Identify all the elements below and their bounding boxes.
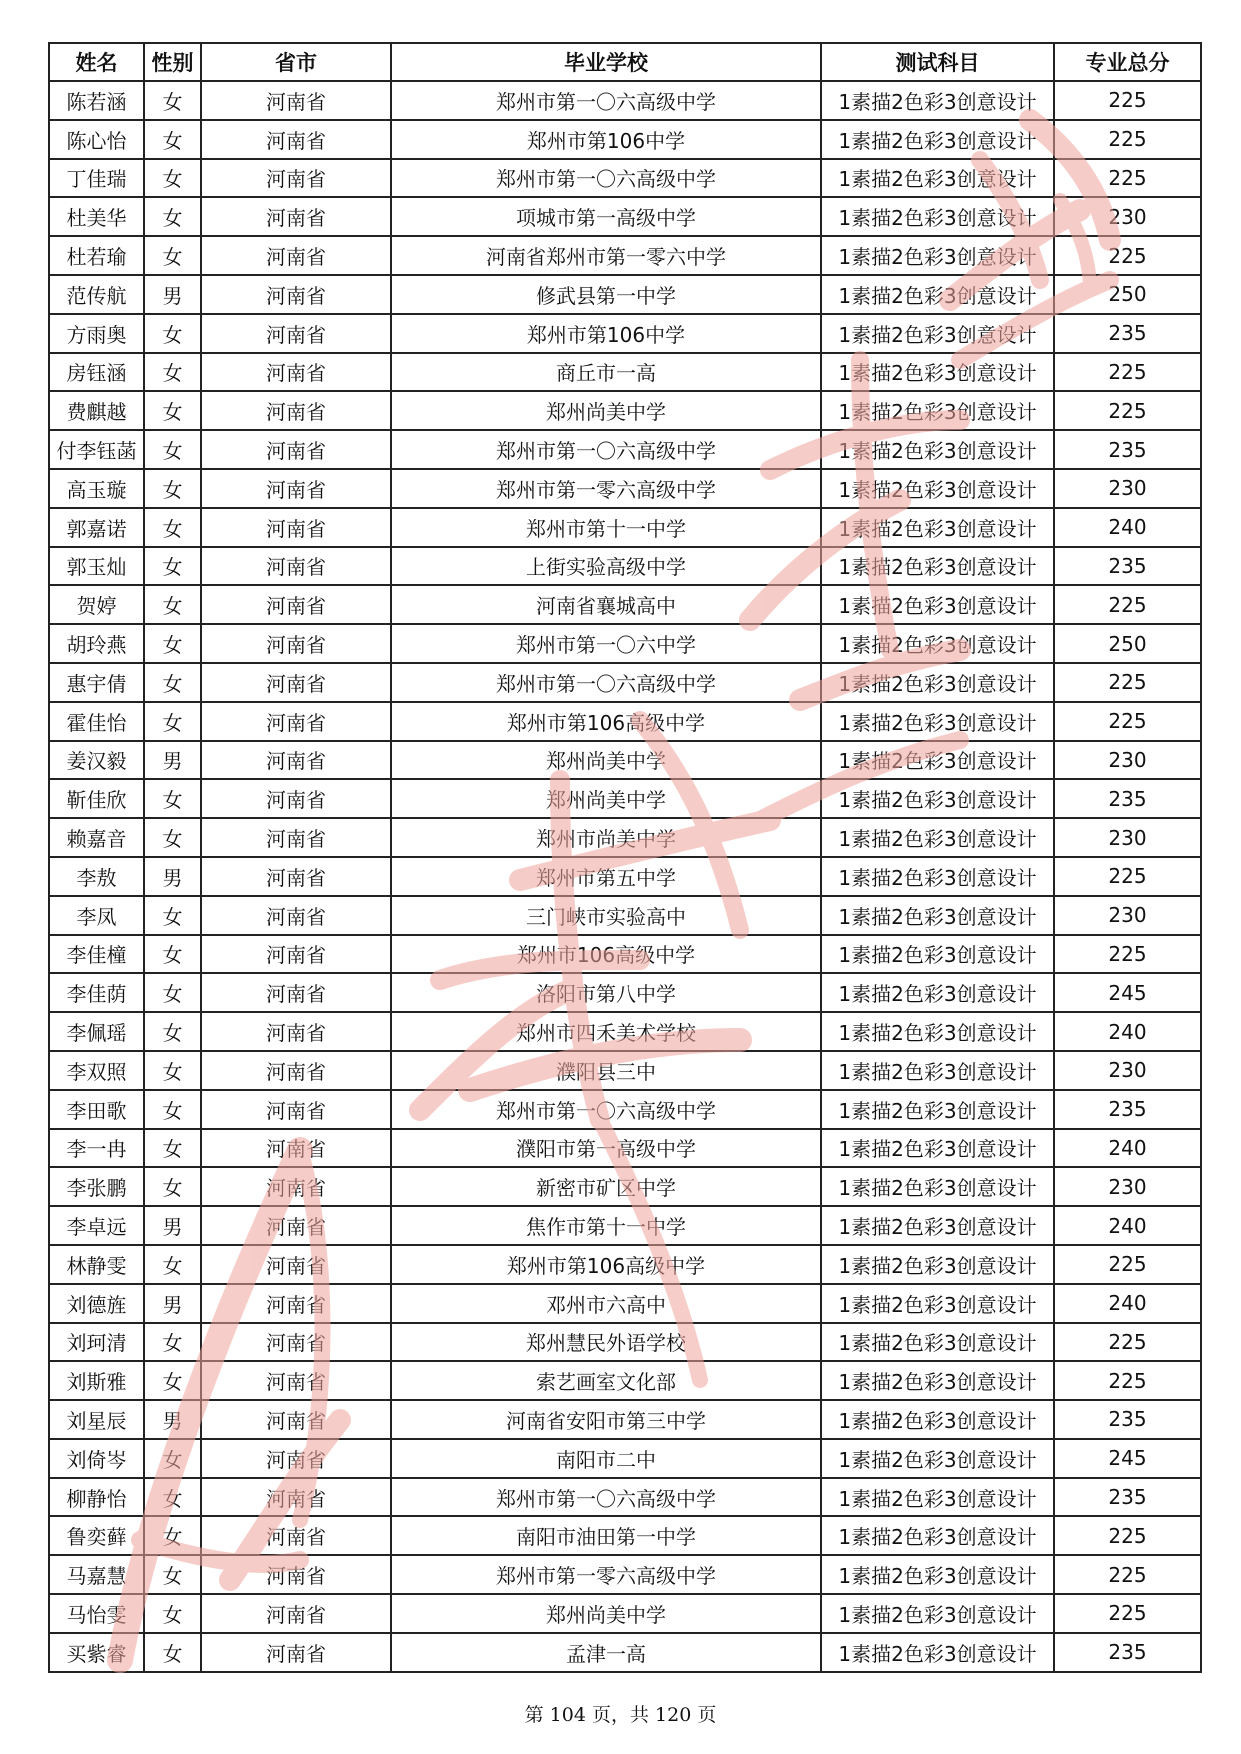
cell-gender: 女 (144, 1594, 201, 1633)
cell-gender: 女 (144, 663, 201, 702)
cell-name: 刘珂清 (49, 1323, 144, 1362)
cell-score: 225 (1054, 702, 1201, 741)
cell-score: 230 (1054, 741, 1201, 780)
cell-province: 河南省 (201, 430, 391, 469)
cell-province: 河南省 (201, 1206, 391, 1245)
cell-name: 刘倚岑 (49, 1439, 144, 1478)
table-row (49, 469, 1201, 508)
cell-name: 郭嘉诺 (49, 508, 144, 547)
cell-score: 225 (1054, 1245, 1201, 1284)
cell-gender: 女 (144, 1129, 201, 1168)
cell-gender: 女 (144, 391, 201, 430)
cell-name: 丁佳瑞 (49, 159, 144, 198)
table-row (49, 120, 1201, 159)
cell-name: 陈心怡 (49, 120, 144, 159)
cell-subjects: 1素描2色彩3创意设计 (821, 1167, 1054, 1206)
cell-subjects: 1素描2色彩3创意设计 (821, 1245, 1054, 1284)
cell-province: 河南省 (201, 973, 391, 1012)
cell-subjects: 1素描2色彩3创意设计 (821, 1594, 1054, 1633)
cell-name: 李田歌 (49, 1090, 144, 1129)
table-row (49, 1633, 1201, 1672)
cell-province: 河南省 (201, 120, 391, 159)
table-row (49, 1478, 1201, 1517)
cell-province: 河南省 (201, 857, 391, 896)
table-row (49, 1594, 1201, 1633)
cell-subjects: 1素描2色彩3创意设计 (821, 1090, 1054, 1129)
cell-gender: 女 (144, 1012, 201, 1051)
cell-gender: 女 (144, 624, 201, 663)
cell-gender: 女 (144, 469, 201, 508)
cell-score: 240 (1054, 1012, 1201, 1051)
cell-gender: 女 (144, 1051, 201, 1090)
cell-gender: 男 (144, 275, 201, 314)
table-row (49, 1090, 1201, 1129)
cell-province: 河南省 (201, 818, 391, 857)
cell-province: 河南省 (201, 935, 391, 974)
cell-name: 李凤 (49, 896, 144, 935)
cell-province: 河南省 (201, 197, 391, 236)
cell-subjects: 1素描2色彩3创意设计 (821, 1400, 1054, 1439)
cell-score: 235 (1054, 1633, 1201, 1672)
cell-name: 李敖 (49, 857, 144, 896)
table-row (49, 1361, 1201, 1400)
table-row (49, 314, 1201, 353)
cell-province: 河南省 (201, 1400, 391, 1439)
cell-school: 郑州慧民外语学校 (391, 1323, 821, 1362)
cell-subjects: 1素描2色彩3创意设计 (821, 896, 1054, 935)
cell-score: 225 (1054, 236, 1201, 275)
cell-score: 225 (1054, 1323, 1201, 1362)
cell-score: 225 (1054, 663, 1201, 702)
cell-province: 河南省 (201, 1090, 391, 1129)
cell-school: 郑州市第五中学 (391, 857, 821, 896)
cell-gender: 女 (144, 81, 201, 120)
cell-score: 245 (1054, 1439, 1201, 1478)
cell-school: 郑州市第106高级中学 (391, 702, 821, 741)
cell-province: 河南省 (201, 1012, 391, 1051)
table-row (49, 896, 1201, 935)
table-row (49, 1129, 1201, 1168)
cell-gender: 女 (144, 1090, 201, 1129)
table-row (49, 1400, 1201, 1439)
cell-school: 河南省安阳市第三中学 (391, 1400, 821, 1439)
cell-province: 河南省 (201, 1633, 391, 1672)
cell-gender: 男 (144, 1206, 201, 1245)
cell-name: 惠宇倩 (49, 663, 144, 702)
cell-name: 李一冉 (49, 1129, 144, 1168)
cell-name: 买紫睿 (49, 1633, 144, 1672)
cell-school: 孟津一高 (391, 1633, 821, 1672)
cell-province: 河南省 (201, 353, 391, 392)
header-gender: 性别 (144, 43, 201, 81)
cell-score: 225 (1054, 120, 1201, 159)
cell-province: 河南省 (201, 1439, 391, 1478)
header-school: 毕业学校 (391, 43, 821, 81)
cell-subjects: 1素描2色彩3创意设计 (821, 1361, 1054, 1400)
cell-score: 225 (1054, 1516, 1201, 1555)
cell-name: 霍佳怡 (49, 702, 144, 741)
cell-school: 洛阳市第八中学 (391, 973, 821, 1012)
table-row (49, 197, 1201, 236)
cell-province: 河南省 (201, 236, 391, 275)
table-row (49, 818, 1201, 857)
cell-score: 235 (1054, 547, 1201, 586)
table-row (49, 1555, 1201, 1594)
table-row (49, 159, 1201, 198)
cell-score: 225 (1054, 935, 1201, 974)
cell-score: 225 (1054, 81, 1201, 120)
cell-subjects: 1素描2色彩3创意设计 (821, 1129, 1054, 1168)
admission-table (48, 42, 1202, 1673)
cell-name: 范传航 (49, 275, 144, 314)
cell-school: 濮阳市第一高级中学 (391, 1129, 821, 1168)
cell-name: 贺婷 (49, 585, 144, 624)
cell-gender: 女 (144, 935, 201, 974)
cell-score: 230 (1054, 197, 1201, 236)
cell-subjects: 1素描2色彩3创意设计 (821, 1516, 1054, 1555)
cell-score: 235 (1054, 779, 1201, 818)
cell-name: 刘星辰 (49, 1400, 144, 1439)
table-row (49, 1206, 1201, 1245)
header-subjects: 测试科目 (821, 43, 1054, 81)
cell-subjects: 1素描2色彩3创意设计 (821, 1478, 1054, 1517)
cell-score: 235 (1054, 1478, 1201, 1517)
cell-subjects: 1素描2色彩3创意设计 (821, 120, 1054, 159)
cell-school: 郑州尚美中学 (391, 779, 821, 818)
cell-gender: 女 (144, 508, 201, 547)
cell-gender: 女 (144, 818, 201, 857)
cell-score: 235 (1054, 1400, 1201, 1439)
cell-name: 姜汉毅 (49, 741, 144, 780)
cell-subjects: 1素描2色彩3创意设计 (821, 1012, 1054, 1051)
cell-name: 陈若涵 (49, 81, 144, 120)
cell-school: 河南省襄城高中 (391, 585, 821, 624)
cell-name: 柳静怡 (49, 1478, 144, 1517)
cell-province: 河南省 (201, 896, 391, 935)
cell-score: 235 (1054, 314, 1201, 353)
cell-province: 河南省 (201, 508, 391, 547)
cell-school: 郑州市第一〇六高级中学 (391, 1478, 821, 1517)
cell-gender: 女 (144, 1361, 201, 1400)
cell-province: 河南省 (201, 1284, 391, 1323)
cell-score: 230 (1054, 469, 1201, 508)
cell-gender: 女 (144, 973, 201, 1012)
cell-score: 225 (1054, 585, 1201, 624)
cell-school: 郑州市第一零六高级中学 (391, 469, 821, 508)
table-row (49, 779, 1201, 818)
cell-name: 李卓远 (49, 1206, 144, 1245)
cell-name: 林静雯 (49, 1245, 144, 1284)
cell-score: 225 (1054, 1594, 1201, 1633)
table-row (49, 1051, 1201, 1090)
cell-score: 225 (1054, 1361, 1201, 1400)
cell-school: 郑州市第106中学 (391, 314, 821, 353)
cell-subjects: 1素描2色彩3创意设计 (821, 1323, 1054, 1362)
cell-gender: 女 (144, 197, 201, 236)
cell-school: 郑州市第十一中学 (391, 508, 821, 547)
cell-subjects: 1素描2色彩3创意设计 (821, 469, 1054, 508)
cell-score: 225 (1054, 159, 1201, 198)
table-row (49, 857, 1201, 896)
cell-gender: 女 (144, 1516, 201, 1555)
cell-gender: 男 (144, 1400, 201, 1439)
cell-score: 225 (1054, 391, 1201, 430)
cell-name: 马嘉慧 (49, 1555, 144, 1594)
table-row (49, 353, 1201, 392)
cell-gender: 女 (144, 779, 201, 818)
table-row (49, 508, 1201, 547)
cell-score: 230 (1054, 1167, 1201, 1206)
cell-gender: 男 (144, 857, 201, 896)
cell-subjects: 1素描2色彩3创意设计 (821, 857, 1054, 896)
table-row (49, 81, 1201, 120)
cell-subjects: 1素描2色彩3创意设计 (821, 1439, 1054, 1478)
cell-subjects: 1素描2色彩3创意设计 (821, 1633, 1054, 1672)
cell-province: 河南省 (201, 1167, 391, 1206)
cell-name: 费麒越 (49, 391, 144, 430)
cell-gender: 女 (144, 353, 201, 392)
cell-name: 刘德旌 (49, 1284, 144, 1323)
cell-name: 胡玲燕 (49, 624, 144, 663)
cell-gender: 女 (144, 1478, 201, 1517)
cell-school: 郑州市四禾美术学校 (391, 1012, 821, 1051)
cell-province: 河南省 (201, 1555, 391, 1594)
table-row (49, 391, 1201, 430)
cell-gender: 女 (144, 585, 201, 624)
cell-subjects: 1素描2色彩3创意设计 (821, 353, 1054, 392)
cell-name: 杜美华 (49, 197, 144, 236)
cell-school: 项城市第一高级中学 (391, 197, 821, 236)
header-name: 姓名 (49, 43, 144, 81)
cell-subjects: 1素描2色彩3创意设计 (821, 663, 1054, 702)
table-row (49, 1439, 1201, 1478)
cell-score: 230 (1054, 1051, 1201, 1090)
cell-gender: 女 (144, 159, 201, 198)
cell-subjects: 1素描2色彩3创意设计 (821, 197, 1054, 236)
cell-province: 河南省 (201, 275, 391, 314)
cell-gender: 女 (144, 547, 201, 586)
cell-province: 河南省 (201, 1478, 391, 1517)
cell-province: 河南省 (201, 702, 391, 741)
table-row (49, 1323, 1201, 1362)
page-number: 第 104 页，共 120 页 (524, 1704, 717, 1726)
cell-school: 濮阳县三中 (391, 1051, 821, 1090)
cell-score: 250 (1054, 624, 1201, 663)
cell-gender: 女 (144, 1167, 201, 1206)
cell-name: 郭玉灿 (49, 547, 144, 586)
cell-name: 靳佳欣 (49, 779, 144, 818)
cell-province: 河南省 (201, 547, 391, 586)
cell-school: 三门峡市实验高中 (391, 896, 821, 935)
cell-school: 南阳市二中 (391, 1439, 821, 1478)
cell-score: 250 (1054, 275, 1201, 314)
cell-score: 235 (1054, 1090, 1201, 1129)
cell-subjects: 1素描2色彩3创意设计 (821, 314, 1054, 353)
cell-subjects: 1素描2色彩3创意设计 (821, 236, 1054, 275)
table-row (49, 585, 1201, 624)
table-row (49, 973, 1201, 1012)
cell-subjects: 1素描2色彩3创意设计 (821, 275, 1054, 314)
cell-score: 235 (1054, 430, 1201, 469)
cell-school: 郑州市106高级中学 (391, 935, 821, 974)
cell-name: 鲁奕藓 (49, 1516, 144, 1555)
cell-subjects: 1素描2色彩3创意设计 (821, 430, 1054, 469)
cell-name: 李佳荫 (49, 973, 144, 1012)
cell-subjects: 1素描2色彩3创意设计 (821, 547, 1054, 586)
cell-province: 河南省 (201, 1051, 391, 1090)
cell-score: 240 (1054, 1206, 1201, 1245)
cell-province: 河南省 (201, 585, 391, 624)
cell-name: 李张鹏 (49, 1167, 144, 1206)
cell-name: 李双照 (49, 1051, 144, 1090)
cell-subjects: 1素描2色彩3创意设计 (821, 585, 1054, 624)
cell-gender: 女 (144, 702, 201, 741)
cell-province: 河南省 (201, 1323, 391, 1362)
cell-province: 河南省 (201, 159, 391, 198)
table-row (49, 430, 1201, 469)
cell-subjects: 1素描2色彩3创意设计 (821, 624, 1054, 663)
cell-school: 郑州尚美中学 (391, 741, 821, 780)
cell-province: 河南省 (201, 81, 391, 120)
cell-school: 郑州市第106高级中学 (391, 1245, 821, 1284)
cell-school: 邓州市六高中 (391, 1284, 821, 1323)
cell-school: 郑州市第一〇六高级中学 (391, 663, 821, 702)
cell-score: 245 (1054, 973, 1201, 1012)
cell-subjects: 1素描2色彩3创意设计 (821, 159, 1054, 198)
cell-subjects: 1素描2色彩3创意设计 (821, 1284, 1054, 1323)
cell-name: 杜若瑜 (49, 236, 144, 275)
cell-school: 南阳市油田第一中学 (391, 1516, 821, 1555)
cell-score: 240 (1054, 508, 1201, 547)
cell-subjects: 1素描2色彩3创意设计 (821, 1555, 1054, 1594)
cell-score: 225 (1054, 857, 1201, 896)
table-row (49, 935, 1201, 974)
cell-province: 河南省 (201, 779, 391, 818)
header-province: 省市 (201, 43, 391, 81)
cell-province: 河南省 (201, 391, 391, 430)
cell-score: 240 (1054, 1284, 1201, 1323)
cell-gender: 男 (144, 741, 201, 780)
cell-school: 河南省郑州市第一零六中学 (391, 236, 821, 275)
cell-school: 新密市矿区中学 (391, 1167, 821, 1206)
cell-score: 240 (1054, 1129, 1201, 1168)
cell-province: 河南省 (201, 469, 391, 508)
cell-province: 河南省 (201, 1129, 391, 1168)
cell-gender: 女 (144, 896, 201, 935)
table-row (49, 1245, 1201, 1284)
cell-subjects: 1素描2色彩3创意设计 (821, 935, 1054, 974)
cell-subjects: 1素描2色彩3创意设计 (821, 741, 1054, 780)
cell-subjects: 1素描2色彩3创意设计 (821, 818, 1054, 857)
cell-school: 郑州市第一〇六高级中学 (391, 159, 821, 198)
cell-school: 修武县第一中学 (391, 275, 821, 314)
cell-gender: 女 (144, 1633, 201, 1672)
cell-school: 郑州市第一〇六高级中学 (391, 81, 821, 120)
table-body (49, 81, 1201, 1672)
cell-province: 河南省 (201, 1361, 391, 1400)
cell-name: 房钰涵 (49, 353, 144, 392)
cell-name: 李佩瑶 (49, 1012, 144, 1051)
cell-school: 商丘市一高 (391, 353, 821, 392)
cell-school: 郑州尚美中学 (391, 1594, 821, 1633)
cell-school: 郑州市尚美中学 (391, 818, 821, 857)
cell-score: 225 (1054, 353, 1201, 392)
cell-name: 赖嘉音 (49, 818, 144, 857)
table-row (49, 1516, 1201, 1555)
cell-gender: 女 (144, 1439, 201, 1478)
cell-gender: 女 (144, 314, 201, 353)
table-row (49, 1012, 1201, 1051)
table-header-row (49, 43, 1201, 81)
cell-gender: 女 (144, 430, 201, 469)
cell-name: 马怡雯 (49, 1594, 144, 1633)
table-row (49, 624, 1201, 663)
cell-province: 河南省 (201, 314, 391, 353)
cell-province: 河南省 (201, 1245, 391, 1284)
cell-gender: 女 (144, 236, 201, 275)
table-row (49, 1284, 1201, 1323)
cell-subjects: 1素描2色彩3创意设计 (821, 391, 1054, 430)
cell-school: 上街实验高级中学 (391, 547, 821, 586)
cell-province: 河南省 (201, 624, 391, 663)
cell-province: 河南省 (201, 663, 391, 702)
cell-province: 河南省 (201, 1516, 391, 1555)
cell-gender: 女 (144, 1323, 201, 1362)
cell-province: 河南省 (201, 741, 391, 780)
cell-name: 付李钰菡 (49, 430, 144, 469)
cell-school: 郑州市第一〇六高级中学 (391, 1090, 821, 1129)
cell-subjects: 1素描2色彩3创意设计 (821, 973, 1054, 1012)
table-row (49, 236, 1201, 275)
cell-gender: 女 (144, 1555, 201, 1594)
table-row (49, 702, 1201, 741)
cell-score: 230 (1054, 818, 1201, 857)
cell-subjects: 1素描2色彩3创意设计 (821, 779, 1054, 818)
cell-subjects: 1素描2色彩3创意设计 (821, 1051, 1054, 1090)
cell-name: 方雨奥 (49, 314, 144, 353)
table-row (49, 547, 1201, 586)
cell-gender: 女 (144, 120, 201, 159)
cell-gender: 女 (144, 1245, 201, 1284)
header-score: 专业总分 (1054, 43, 1201, 81)
cell-score: 225 (1054, 1555, 1201, 1594)
table-row (49, 275, 1201, 314)
cell-subjects: 1素描2色彩3创意设计 (821, 508, 1054, 547)
cell-school: 焦作市第十一中学 (391, 1206, 821, 1245)
cell-name: 刘斯雅 (49, 1361, 144, 1400)
cell-school: 索艺画室文化部 (391, 1361, 821, 1400)
cell-gender: 男 (144, 1284, 201, 1323)
table-row (49, 1167, 1201, 1206)
cell-school: 郑州市第106中学 (391, 120, 821, 159)
cell-name: 李佳橦 (49, 935, 144, 974)
cell-name: 高玉璇 (49, 469, 144, 508)
cell-subjects: 1素描2色彩3创意设计 (821, 702, 1054, 741)
cell-subjects: 1素描2色彩3创意设计 (821, 1206, 1054, 1245)
cell-school: 郑州尚美中学 (391, 391, 821, 430)
cell-school: 郑州市第一〇六中学 (391, 624, 821, 663)
cell-school: 郑州市第一〇六高级中学 (391, 430, 821, 469)
table-row (49, 663, 1201, 702)
table-row (49, 741, 1201, 780)
cell-school: 郑州市第一零六高级中学 (391, 1555, 821, 1594)
cell-score: 230 (1054, 896, 1201, 935)
cell-province: 河南省 (201, 1594, 391, 1633)
cell-subjects: 1素描2色彩3创意设计 (821, 81, 1054, 120)
